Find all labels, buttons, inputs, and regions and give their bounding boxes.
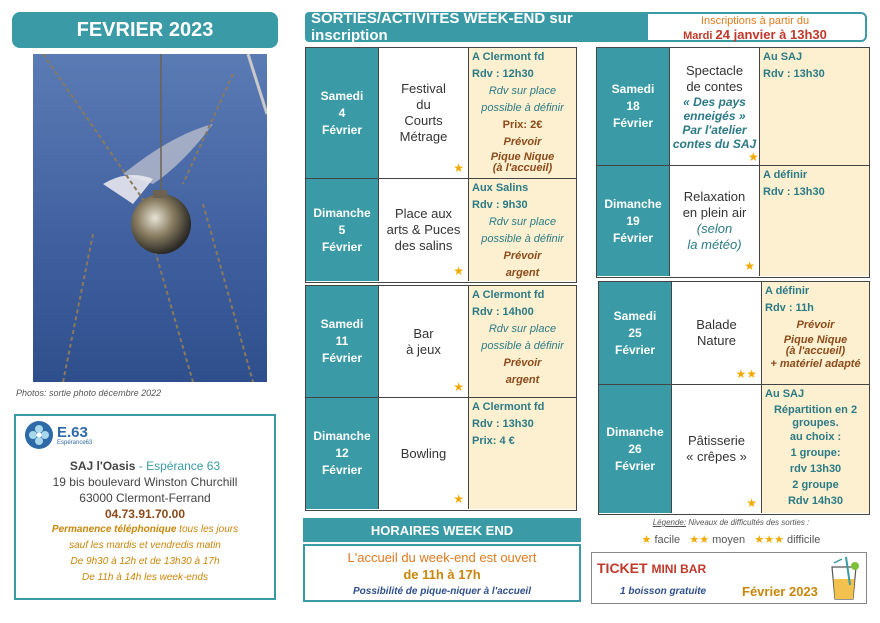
difficulty-star-icon: ★	[453, 161, 464, 175]
weekend-hours-header: HORAIRES WEEK END	[303, 518, 581, 542]
info-text: Rdv sur place	[488, 216, 557, 228]
info-location: Aux Salins	[472, 182, 529, 194]
info-text: argent	[505, 267, 540, 279]
info-rdv: Rdv : 12h30	[472, 68, 534, 80]
info-location: A Clermont fd	[472, 401, 545, 413]
difficulty-star-icon: ★	[744, 259, 755, 273]
activity-name: Spectacle	[685, 62, 744, 78]
registration-day: Mardi	[683, 30, 716, 42]
photo	[33, 54, 267, 382]
info-text: Répartition en 2	[773, 404, 858, 416]
difficulty-star-icon: ★	[453, 264, 464, 278]
activity-cell	[379, 48, 469, 178]
info-location: Au SAJ	[763, 51, 803, 63]
org-phone: 04.73.91.70.00	[104, 507, 186, 521]
activity-info	[762, 385, 869, 513]
info-text: (à l'accueil)	[492, 162, 553, 174]
difficulty-star-icon: ★	[453, 492, 464, 506]
activity-cell	[672, 385, 762, 513]
info-text: Rdv sur place	[488, 323, 557, 335]
activity-name: Relaxation	[683, 189, 746, 204]
ticket-subtitle: 1 boisson gratuite	[620, 586, 707, 597]
day-label: Dimanche 12 Février	[306, 398, 379, 509]
activity-name: de contes	[686, 78, 743, 94]
info-text: Rdv 14h30	[787, 495, 844, 507]
day-label: Samedi 11 Février	[306, 286, 379, 397]
day-label: Samedi 25 Février	[599, 282, 672, 384]
info-text: possible à définir	[481, 340, 564, 352]
activity-name: Bowling	[400, 445, 447, 461]
legend-text: Niveaux de difficultés des sorties :	[686, 518, 810, 527]
info-text: au choix :	[789, 431, 842, 443]
info-rdv: Rdv : 13h30	[472, 418, 534, 430]
weekend-block-1	[305, 47, 577, 283]
info-rdv: Rdv : 13h30	[763, 186, 825, 198]
activity-name: arts & Puces	[386, 222, 461, 237]
legend-medium: moyen	[712, 534, 746, 546]
info-text: Pique Nique	[783, 334, 848, 346]
org-logo	[24, 420, 92, 450]
registration-date: 24 janvier	[715, 27, 776, 42]
info-text: + matériel adapté	[770, 358, 861, 370]
logo-subtext: Espérance63	[57, 439, 93, 446]
info-location: Au SAJ	[765, 388, 805, 400]
difficulty-stars-icon: ★★	[735, 367, 757, 381]
info-text: Rdv sur place	[488, 85, 557, 97]
registration-at: à	[775, 27, 790, 42]
activity-name: à jeux	[406, 341, 441, 357]
info-text: 1 groupe:	[790, 447, 841, 459]
info-rdv: Rdv : 14h00	[472, 306, 534, 318]
activity-info	[469, 286, 576, 397]
legend-label: Légende:	[652, 518, 687, 527]
weekend-block-2	[305, 285, 577, 511]
difficulty-star-icon: ★	[748, 150, 759, 164]
permanence-label: Permanence téléphonique	[51, 524, 177, 535]
activity-name: Pâtisserie	[687, 433, 746, 448]
activity-cell	[379, 179, 469, 281]
ticket-title: TICKET	[597, 560, 652, 576]
permanence-text: tous les jours	[176, 524, 239, 535]
weekend-block-4	[598, 281, 870, 515]
legend-title	[600, 518, 862, 527]
activity-subtitle: enneigés »	[683, 108, 746, 123]
info-location: A Clermont fd	[472, 51, 545, 63]
activity-note: (selon	[696, 221, 733, 236]
info-text: groupes.	[792, 417, 839, 429]
ticket-mini-bar	[591, 552, 867, 604]
activity-info	[469, 179, 576, 281]
activity-name: Nature	[696, 333, 737, 348]
legend-easy: facile	[654, 534, 681, 546]
registration-time: 13h30	[790, 27, 827, 42]
info-text: possible à définir	[481, 233, 564, 245]
activity-name: des salins	[394, 238, 453, 253]
info-text: Prévoir	[503, 357, 542, 369]
weekend-block-3	[596, 47, 870, 278]
hours-line1: L'accueil du week-end est ouvert	[347, 550, 537, 565]
registration-info	[645, 12, 867, 42]
activity-name: en plein air	[682, 205, 747, 220]
org-name: SAJ l'Oasis	[69, 459, 136, 473]
registration-line1: Inscriptions à partir du	[700, 15, 810, 27]
hours-line3: Possibilité de pique-niquer à l'accueil	[353, 586, 531, 597]
weekend-hours-box	[303, 544, 581, 602]
info-text: (à l'accueil)	[785, 345, 846, 357]
flower-logo-icon	[24, 420, 54, 450]
activity-cell	[670, 166, 760, 276]
info-text: Prévoir	[503, 250, 542, 262]
permanence-line4: De 11h à 14h les week-ends	[81, 572, 208, 583]
day-label: Samedi 4 Février	[306, 48, 379, 178]
info-rdv: Rdv : 11h	[765, 302, 814, 314]
activity-cell	[670, 48, 760, 165]
info-text: argent	[505, 374, 540, 386]
activity-name: Balade	[696, 317, 737, 332]
activity-subtitle: « Des pays	[683, 94, 746, 109]
activity-cell	[379, 286, 469, 397]
info-text: Prévoir	[796, 319, 835, 331]
activities-header: SORTIES/ACTIVITÉS WEEK-END sur inscription	[305, 12, 648, 42]
star-icon: ★	[641, 534, 652, 546]
legend-items	[600, 533, 862, 546]
activity-cell	[672, 282, 762, 384]
day-label: Samedi 18 Février	[597, 48, 670, 165]
activity-info	[762, 282, 869, 384]
info-location: A Clermont fd	[472, 289, 545, 301]
activity-name: du	[416, 97, 431, 112]
activity-subtitle: Par l'atelier	[682, 122, 747, 137]
activity-name: « crêpes »	[686, 449, 747, 464]
permanence-line3: De 9h30 à 12h et de 13h30 à 17h	[70, 556, 220, 567]
info-location: A définir	[763, 169, 808, 181]
activity-info	[760, 166, 869, 276]
activity-name: Métrage	[399, 129, 448, 144]
info-text: Pique Nique	[490, 151, 555, 163]
info-rdv: Rdv : 13h30	[763, 68, 825, 80]
drink-glass-icon	[826, 555, 862, 601]
org-info-box	[14, 414, 276, 600]
day-label: Dimanche 5 Février	[306, 179, 379, 281]
info-text: Prévoir	[503, 136, 542, 148]
legend-hard: difficile	[787, 534, 821, 546]
ticket-month: Février 2023	[742, 584, 818, 599]
activity-cell	[379, 398, 469, 509]
day-label: Dimanche 26 Février	[599, 385, 672, 513]
activity-subtitle: contes du SAJ	[672, 136, 757, 151]
logo-text: E.63	[57, 423, 88, 441]
org-name-suffix: - Espérance 63	[135, 459, 221, 473]
activity-info	[760, 48, 869, 165]
day-label: Dimanche 19 Février	[597, 166, 670, 276]
month-title: FEVRIER 2023	[12, 12, 278, 48]
three-stars-icon: ★★★	[754, 534, 784, 546]
activity-info	[469, 398, 576, 509]
info-price: Prix: 4 €	[472, 435, 515, 447]
activity-note: la météo)	[687, 237, 742, 252]
two-stars-icon: ★★	[689, 534, 710, 546]
org-address-street: 19 bis boulevard Winston Churchill	[52, 475, 238, 489]
info-rdv: Rdv : 9h30	[472, 199, 528, 211]
activity-name: Bar	[413, 325, 434, 341]
info-location: A définir	[765, 285, 810, 297]
activity-name: Courts	[404, 113, 443, 128]
info-text: possible à définir	[481, 102, 564, 114]
info-price: Prix: 2€	[502, 119, 543, 131]
permanence-line2: sauf les mardis et vendredis matin	[69, 540, 221, 551]
activity-name: Place aux	[394, 206, 453, 221]
activity-name: Festival	[401, 81, 446, 96]
difficulty-star-icon: ★	[453, 380, 464, 394]
ticket-title-suffix: MINI BAR	[651, 562, 707, 576]
org-address-city: 63000 Clermont-Ferrand	[79, 491, 211, 505]
info-text: rdv 13h30	[789, 463, 842, 475]
hours-line2: de 11h à 17h	[403, 567, 481, 582]
photo-caption: Photos: sortie photo décembre 2022	[16, 388, 162, 398]
info-text: 2 groupe	[792, 479, 839, 491]
difficulty-star-icon: ★	[746, 496, 757, 510]
activity-info	[469, 48, 576, 178]
